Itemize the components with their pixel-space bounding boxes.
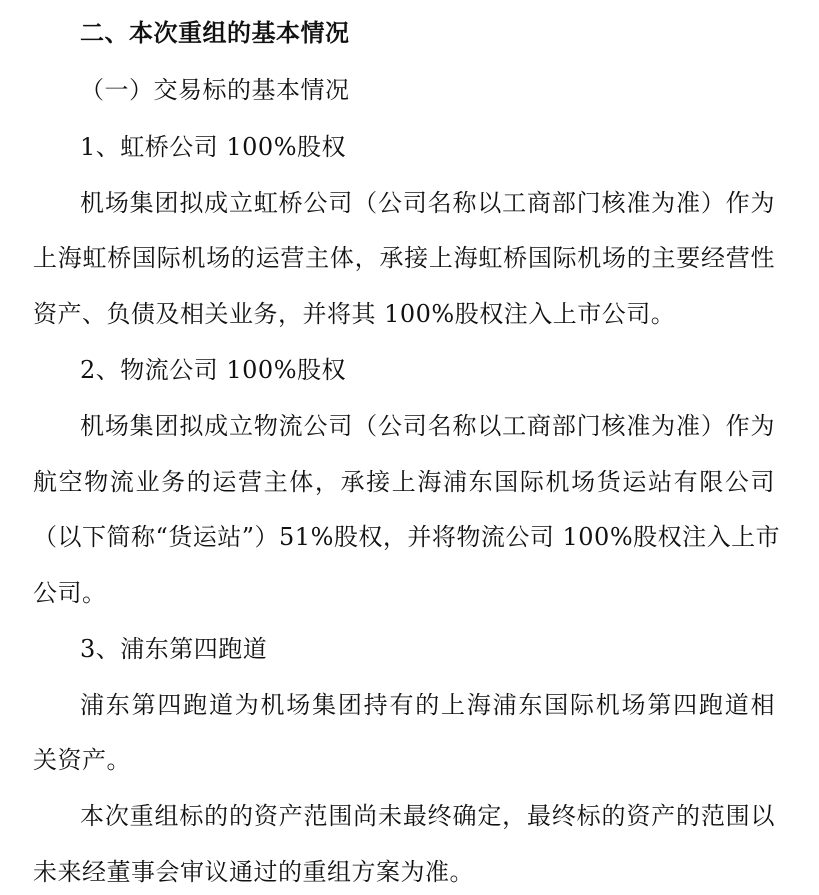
- item2-body-line: 航空物流业务的运营主体，承接上海浦东国际机场货运站有限公司: [33, 468, 775, 496]
- item2-body-line: 机场集团拟成立物流公司（公司名称以工商部门核准为准）作为: [80, 412, 775, 440]
- item3-body-line: 浦东第四跑道为机场集团持有的上海浦东国际机场第四跑道相: [80, 691, 775, 719]
- closing-body-line: 未来经董事会审议通过的重组方案为准。: [33, 858, 474, 886]
- item2-body-line: 公司。: [33, 579, 107, 607]
- item1-title: 1、虹桥公司 100%股权: [80, 133, 347, 161]
- item1-body-line: 资产、负债及相关业务，并将其 100%股权注入上市公司。: [33, 300, 676, 328]
- section-heading: 二、本次重组的基本情况: [80, 19, 350, 47]
- item1-body-line: 机场集团拟成立虹桥公司（公司名称以工商部门核准为准）作为: [80, 189, 775, 217]
- item3-body-line: 关资产。: [33, 746, 131, 774]
- item2-title: 2、物流公司 100%股权: [80, 356, 347, 384]
- item1-body-line: 上海虹桥国际机场的运营主体，承接上海虹桥国际机场的主要经营性: [33, 244, 775, 272]
- item2-body-line: （以下简称“货运站”）51%股权，并将物流公司 100%股权注入上市: [33, 523, 781, 551]
- subsection-heading: （一）交易标的基本情况: [80, 76, 350, 104]
- closing-body-line: 本次重组标的的资产范围尚未最终确定，最终标的资产的范围以: [80, 802, 775, 830]
- item3-title: 3、浦东第四跑道: [80, 635, 268, 663]
